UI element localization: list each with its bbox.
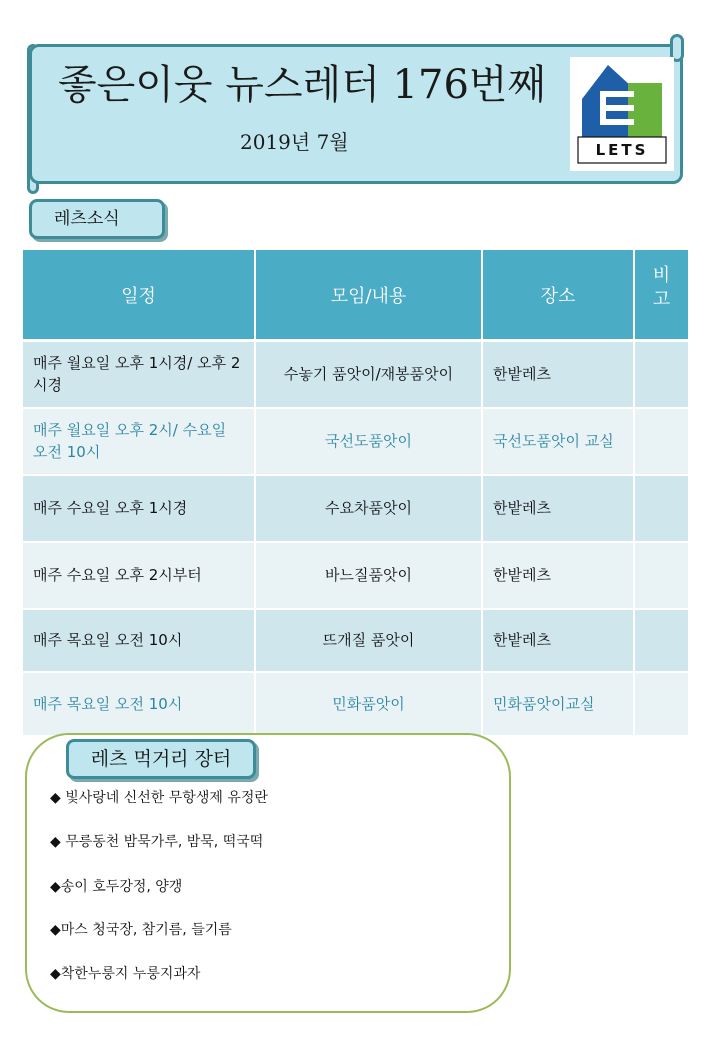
cell-place: 한밭레츠 [482, 341, 634, 408]
cell-schedule: 매주 월요일 오후 1시경/ 오후 2시경 [23, 341, 255, 408]
table-row [23, 609, 689, 672]
cell-schedule: 매주 목요일 오전 10시 [23, 672, 255, 736]
cell-note [634, 609, 689, 672]
header-note-text: 비고 [652, 265, 671, 310]
market-title-tab: 레츠 먹거리 장터 [66, 739, 256, 779]
cell-place: 한밭레츠 [482, 609, 634, 672]
newsletter-title: 좋은이웃 뉴스레터 176번째 [58, 62, 547, 108]
table-row [23, 672, 689, 736]
cell-note [634, 542, 689, 609]
table-row [23, 475, 689, 542]
cell-place: 한밭레츠 [482, 542, 634, 609]
market-item: ◆착한누룽지 누룽지과자 [50, 966, 201, 982]
cell-content: 국선도품앗이 [255, 408, 482, 475]
logo-text: LETS [595, 141, 649, 159]
header-note [634, 250, 689, 341]
table-row [23, 408, 689, 475]
table-row [23, 542, 689, 609]
newsletter-date: 2019년 7월 [240, 130, 349, 154]
cell-place: 국선도품앗이 교실 [482, 408, 634, 475]
table-row [23, 341, 689, 408]
cell-content: 수요차품앗이 [255, 475, 482, 542]
market-item: ◆송이 호두강정, 양갱 [50, 879, 183, 895]
lets-logo [570, 57, 674, 171]
cell-note [634, 341, 689, 408]
header-content: 모임/내용 [255, 250, 482, 341]
cell-content: 뜨개질 품앗이 [255, 609, 482, 672]
cell-schedule: 매주 목요일 오전 10시 [23, 609, 255, 672]
cell-note [634, 672, 689, 736]
cell-place: 민화품앗이교실 [482, 672, 634, 736]
cell-content: 수놓기 품앗이/재봉품앗이 [255, 341, 482, 408]
cell-note [634, 475, 689, 542]
market-item: ◆ 무릉동천 밤묵가루, 밤묵, 떡국떡 [50, 834, 264, 850]
cell-schedule: 매주 수요일 오후 1시경 [23, 475, 255, 542]
market-item: ◆마스 청국장, 참기름, 들기름 [50, 922, 232, 938]
cell-content: 민화품앗이 [255, 672, 482, 736]
table-header-row [23, 250, 689, 341]
cell-schedule: 매주 월요일 오후 2시/ 수요일 오전 10시 [23, 408, 255, 475]
schedule-table [23, 250, 690, 737]
header-place: 장소 [482, 250, 634, 341]
section-title-tab: 레츠소식 [29, 199, 165, 239]
cell-note [634, 408, 689, 475]
cell-place: 한밭레츠 [482, 475, 634, 542]
cell-schedule: 매주 수요일 오후 2시부터 [23, 542, 255, 609]
market-item: ◆ 빛사랑네 신선한 무항생제 유정란 [50, 790, 268, 806]
cell-content: 바느질품앗이 [255, 542, 482, 609]
header-schedule: 일정 [23, 250, 255, 341]
